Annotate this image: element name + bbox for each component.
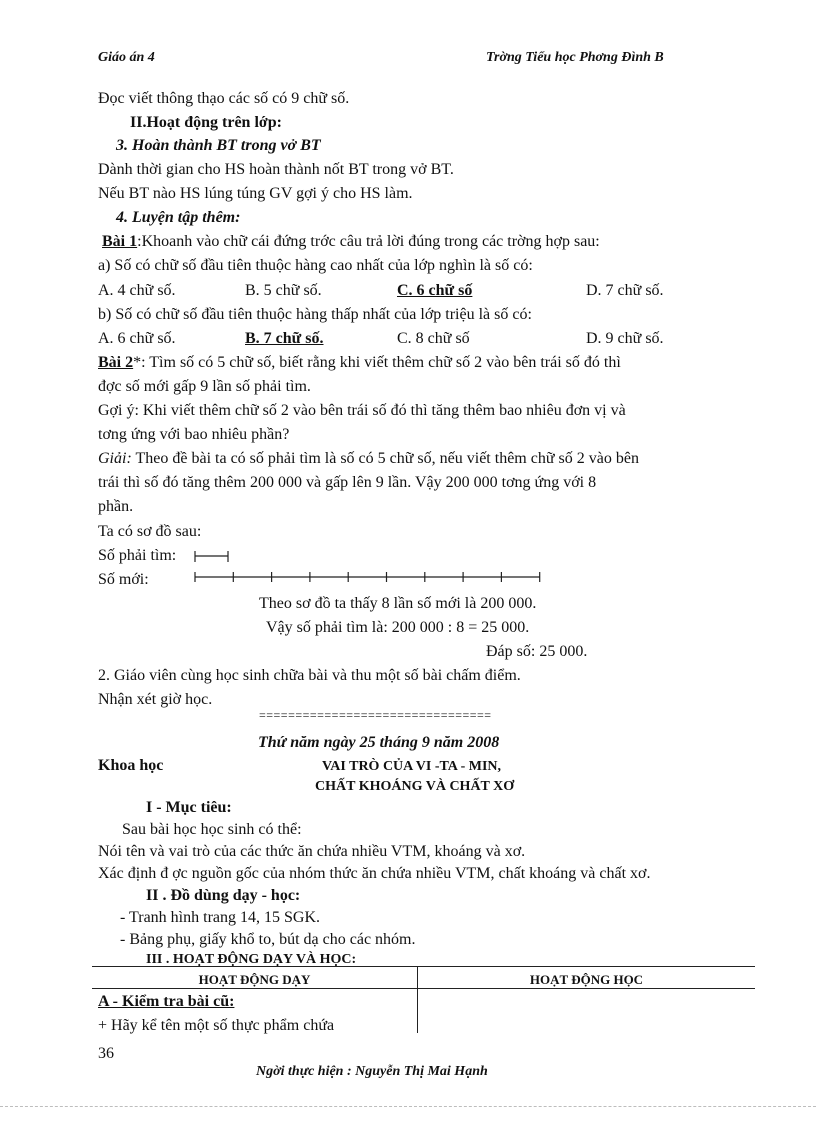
table-col2-header: HOẠT ĐỘNG HỌC xyxy=(529,972,644,987)
lesson-title-line1: VAI TRÒ CỦA VI -TA - MIN, xyxy=(322,759,502,774)
question-b: b) Số có chữ số đầu tiên thuộc hàng thấp nhất của lớp triệu là số có: xyxy=(98,306,532,323)
diagram-intro: Ta có sơ đồ sau: xyxy=(98,523,202,540)
activities-title: III . HOẠT ĐỘNG DẠY VÀ HỌC: xyxy=(146,952,357,967)
diagram-label-new: Số mới: xyxy=(98,571,149,588)
qa-option-c-correct: C. 6 chữ số xyxy=(397,282,473,299)
giai-label: Giải: xyxy=(98,450,132,467)
giai-text: Theo đề bài ta có số phải tìm là số có 5 chữ số, nếu viết thêm chữ số 2 vào bên xyxy=(131,450,639,467)
goals-line2: Nói tên và vai trò của các thức ăn chứa nhiều VTM, khoáng và xơ. xyxy=(98,843,526,860)
question-a: a) Số có chữ số đầu tiên thuộc hàng cao nhất của lớp nghìn là số có: xyxy=(98,257,533,274)
closing-line2: Nhận xét giờ học. xyxy=(98,691,213,708)
s3-line2: Nếu BT nào HS lúng túng GV gợi ý cho HS làm. xyxy=(98,185,413,202)
goals-title: I - Mục tiêu: xyxy=(146,799,232,816)
qa-option-b: B. 5 chữ số. xyxy=(245,282,322,299)
goals-line3: Xác định đ ợc nguồn gốc của nhóm thức ăn chứa nhiều VTM, chất khoáng và chất xơ. xyxy=(98,865,651,882)
qa-option-a: A. 4 chữ số. xyxy=(98,282,176,299)
table-section-a: A - Kiểm tra bài cũ: xyxy=(98,993,235,1010)
page-bottom-border xyxy=(0,1106,816,1107)
section2-title: II.Hoạt động trên lớp: xyxy=(130,114,282,131)
calc-line1: Theo sơ đồ ta thấy 8 lần số mới là 200 000. xyxy=(259,595,537,612)
date-line: Thứ năm ngày 25 tháng 9 năm 2008 xyxy=(258,734,500,751)
qa-option-d: D. 7 chữ số. xyxy=(586,282,664,299)
qb-option-d: D. 9 chữ số. xyxy=(586,330,664,347)
header-right: Trờng Tiểu học Phơng Đình B xyxy=(486,50,664,65)
hint-line1: Gợi ý: Khi viết thêm chữ số 2 vào bên trái số đó thì tăng thêm bao nhiêu đơn vị và xyxy=(98,402,626,419)
bai2-text: *: Tìm số có 5 chữ số, biết rằng khi viết thêm chữ số 2 vào bên trái số đó thì xyxy=(133,354,621,371)
intro-line: Đọc viết thông thạo các số có 9 chữ số. xyxy=(98,90,350,107)
table-row1: + Hãy kể tên một số thực phẩm chứa xyxy=(98,1017,335,1034)
closing-line1: 2. Giáo viên cùng học sinh chữa bài và thu một số bài chấm điểm. xyxy=(98,667,521,684)
header-left: Giáo án 4 xyxy=(98,50,155,65)
materials-line1: - Tranh hình trang 14, 15 SGK. xyxy=(120,909,321,926)
diagram-label-original: Số phải tìm: xyxy=(98,547,177,564)
qb-option-c: C. 8 chữ số xyxy=(397,330,470,347)
new-number-segment xyxy=(195,572,540,582)
separator: ================================ xyxy=(259,708,492,722)
giai-line2: trái thì số đó tăng thêm 200 000 và gấp lên 9 lần. Vậy 200 000 tơng ứng với 8 xyxy=(98,474,597,491)
s4-title: 4. Luyện tập thêm: xyxy=(116,209,241,226)
bai1-label: Bài 1 xyxy=(102,233,138,250)
calc-line2: Vậy số phải tìm là: 200 000 : 8 = 25 000. xyxy=(266,619,530,636)
lesson-title-line2: CHẤT KHOÁNG VÀ CHẤT XƠ xyxy=(315,779,515,794)
qb-option-b-correct: B. 7 chữ số. xyxy=(245,330,324,347)
materials-line2: - Bảng phụ, giấy khổ to, bút dạ cho các nhóm. xyxy=(120,931,416,948)
materials-title: II . Đồ dùng dạy - học: xyxy=(146,887,301,904)
table-col1-header: HOẠT ĐỘNG DẠY xyxy=(198,972,311,987)
s3-line1: Dành thời gian cho HS hoàn thành nốt BT trong vở BT. xyxy=(98,161,454,178)
page-number: 36 xyxy=(98,1045,114,1062)
answer-line: Đáp số: 25 000. xyxy=(486,643,588,660)
qb-option-a: A. 6 chữ số. xyxy=(98,330,176,347)
table-header-border xyxy=(92,988,755,989)
table-top-border xyxy=(92,966,755,967)
s3-title: 3. Hoàn thành BT trong vở BT xyxy=(116,137,321,154)
bai1-text: :Khoanh vào chữ cái đứng trớc câu trả lời đúng trong các trờng hợp sau: xyxy=(137,233,600,250)
goals-line1: Sau bài học học sinh có thể: xyxy=(122,821,302,838)
subject: Khoa học xyxy=(98,757,164,774)
hint-line2: tơng ứng với bao nhiêu phần? xyxy=(98,426,290,443)
giai-line3: phần. xyxy=(98,498,134,515)
bai2-label: Bài 2 xyxy=(98,354,134,371)
footer: Ngời thực hiện : Nguyễn Thị Mai Hạnh xyxy=(256,1064,488,1079)
bai2-line2: đợc số mới gấp 9 lần số phải tìm. xyxy=(98,378,311,395)
original-number-segment xyxy=(195,551,228,562)
